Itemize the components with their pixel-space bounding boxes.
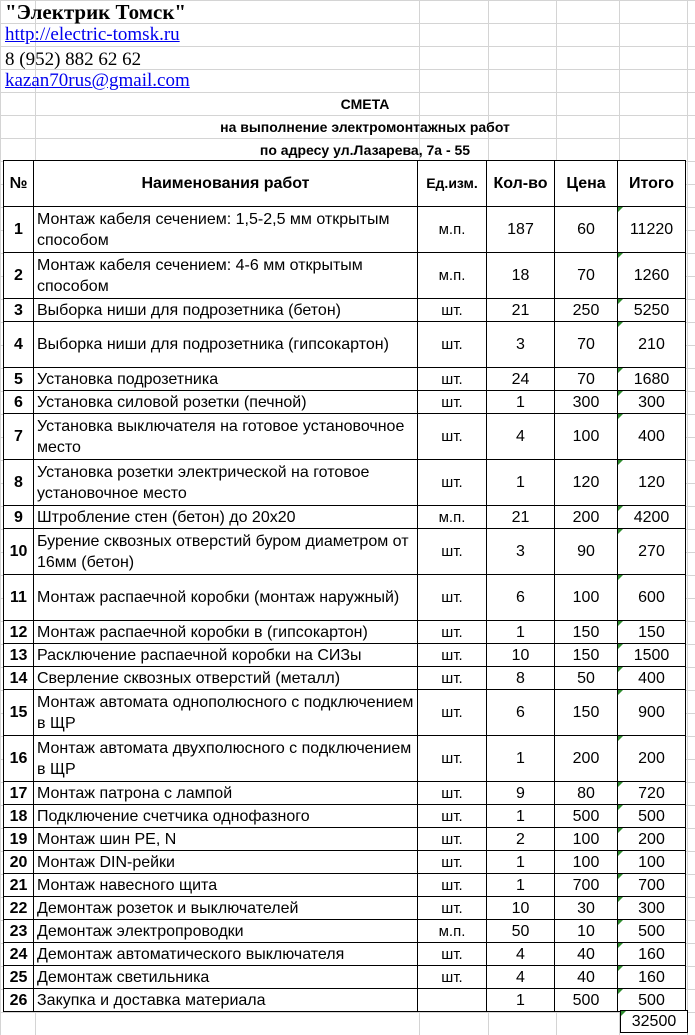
row-unit: шт. (418, 874, 487, 897)
row-total (618, 667, 686, 690)
table-row (4, 943, 686, 966)
row-total (618, 736, 686, 782)
document-address: по адресу ул.Лазарева, 7а - 55 (259, 142, 471, 158)
row-work-name: Демонтаж светильника (34, 966, 418, 989)
cell-marker-icon (618, 207, 623, 212)
row-quantity: 6 (487, 575, 555, 621)
cell-marker-icon (618, 805, 623, 810)
cell-marker-icon (618, 322, 623, 327)
row-unit (418, 989, 487, 1012)
cell-marker-icon (618, 782, 623, 787)
row-unit: шт. (418, 667, 487, 690)
table-row (4, 966, 686, 989)
cell-marker-icon (618, 736, 623, 741)
row-total (618, 621, 686, 644)
row-unit: шт. (418, 736, 487, 782)
cell-marker-icon (618, 943, 623, 948)
row-number: 1 (4, 207, 34, 253)
row-price: 70 (555, 368, 618, 391)
table-row (4, 851, 686, 874)
row-total-value: 900 (638, 704, 665, 721)
row-price: 250 (555, 299, 618, 322)
table-row (4, 621, 686, 644)
cell-marker-icon (618, 391, 623, 396)
row-quantity: 18 (487, 253, 555, 299)
row-total-value: 500 (638, 922, 665, 940)
cell-marker-icon (618, 690, 623, 695)
row-total-value: 1680 (633, 370, 670, 388)
row-work-name: Монтаж автомата двухполюсного с подключением в ЩР (34, 736, 418, 782)
row-work-name: Монтаж распаечной коробки в (гипсокартон) (34, 621, 418, 644)
row-total-value: 700 (638, 876, 665, 894)
row-number: 18 (4, 805, 34, 828)
column-header-number: № (4, 161, 34, 207)
cell-marker-icon (618, 253, 623, 258)
row-unit: шт. (418, 897, 487, 920)
row-total-value: 100 (638, 853, 665, 871)
table-row (4, 897, 686, 920)
row-price: 150 (555, 621, 618, 644)
row-total-value: 500 (638, 807, 665, 825)
table-body (4, 207, 686, 1012)
row-unit: шт. (418, 805, 487, 828)
table-row (4, 667, 686, 690)
row-total-value: 1260 (633, 267, 670, 284)
cell-marker-icon (618, 828, 623, 833)
row-quantity: 8 (487, 667, 555, 690)
row-work-name: Установка розетки электрической на готовое установочное место (34, 460, 418, 506)
row-total (618, 805, 686, 828)
row-total (618, 989, 686, 1012)
row-price: 150 (555, 644, 618, 667)
row-number: 11 (4, 575, 34, 621)
table-row (4, 460, 686, 506)
row-unit: шт. (418, 460, 487, 506)
row-price: 150 (555, 690, 618, 736)
row-total (618, 414, 686, 460)
table-row (4, 368, 686, 391)
row-work-name: Монтаж кабеля сечением: 4-6 мм открытым способом (34, 253, 418, 299)
cell-marker-icon (618, 575, 623, 580)
row-total (618, 322, 686, 368)
cell-marker-icon (618, 414, 623, 419)
row-work-name: Расключение распаечной коробки на СИЗы (34, 644, 418, 667)
row-total-value: 150 (638, 623, 665, 641)
website-link[interactable]: http://electric-tomsk.ru (5, 24, 180, 45)
row-number: 4 (4, 322, 34, 368)
row-quantity: 4 (487, 966, 555, 989)
cell-marker-icon (618, 667, 623, 672)
row-price: 200 (555, 736, 618, 782)
row-total-value: 500 (638, 991, 665, 1009)
row-price: 500 (555, 805, 618, 828)
row-quantity: 4 (487, 943, 555, 966)
row-work-name: Монтаж DIN-рейки (34, 851, 418, 874)
table-row (4, 529, 686, 575)
cell-marker-icon (618, 368, 623, 373)
row-price: 100 (555, 851, 618, 874)
row-work-name: Сверление сквозных отверстий (металл) (34, 667, 418, 690)
cell-marker-icon (618, 644, 623, 649)
cell-marker-icon (618, 851, 623, 856)
row-number: 5 (4, 368, 34, 391)
cell-marker-icon (618, 506, 623, 511)
table-row (4, 874, 686, 897)
document-subtitle: на выполнение электромонтажных работ (220, 119, 510, 135)
row-total (618, 253, 686, 299)
row-work-name: Демонтаж розеток и выключателей (34, 897, 418, 920)
row-number: 24 (4, 943, 34, 966)
table-row (4, 644, 686, 667)
row-quantity: 10 (487, 644, 555, 667)
row-price: 50 (555, 667, 618, 690)
row-price: 60 (555, 207, 618, 253)
row-number: 12 (4, 621, 34, 644)
row-unit: шт. (418, 322, 487, 368)
row-price: 10 (555, 920, 618, 943)
row-quantity: 21 (487, 506, 555, 529)
row-total (618, 207, 686, 253)
row-number: 25 (4, 966, 34, 989)
row-total-value: 200 (638, 750, 665, 767)
row-work-name: Монтаж кабеля сечением: 1,5-2,5 мм открытым способом (34, 207, 418, 253)
row-number: 9 (4, 506, 34, 529)
row-unit: шт. (418, 299, 487, 322)
row-number: 20 (4, 851, 34, 874)
row-quantity: 1 (487, 805, 555, 828)
row-total-value: 210 (638, 336, 665, 353)
row-quantity: 6 (487, 690, 555, 736)
table-row (4, 207, 686, 253)
row-work-name: Выборка ниши для подрозетника (гипсокартон) (34, 322, 418, 368)
row-number: 26 (4, 989, 34, 1012)
table-row (4, 690, 686, 736)
row-total-value: 4200 (633, 508, 670, 526)
row-price: 30 (555, 897, 618, 920)
row-quantity: 1 (487, 736, 555, 782)
row-price: 500 (555, 989, 618, 1012)
row-total-value: 600 (638, 589, 665, 606)
row-quantity: 187 (487, 207, 555, 253)
row-quantity: 1 (487, 391, 555, 414)
row-work-name: Демонтаж автоматического выключателя (34, 943, 418, 966)
row-total-value: 300 (638, 393, 665, 411)
row-quantity: 3 (487, 322, 555, 368)
estimate-table (3, 160, 686, 1012)
row-number: 19 (4, 828, 34, 851)
row-price: 70 (555, 322, 618, 368)
row-price: 80 (555, 782, 618, 805)
row-price: 90 (555, 529, 618, 575)
cell-marker-icon (618, 529, 623, 534)
row-number: 23 (4, 920, 34, 943)
row-total-value: 5250 (633, 301, 670, 319)
row-total-value: 720 (638, 784, 665, 802)
row-unit: шт. (418, 782, 487, 805)
row-total (618, 851, 686, 874)
row-total (618, 874, 686, 897)
table-row (4, 506, 686, 529)
row-total (618, 460, 686, 506)
row-work-name: Подключение счетчика однофазного (34, 805, 418, 828)
row-work-name: Установка силовой розетки (печной) (34, 391, 418, 414)
cell-marker-icon (618, 920, 623, 925)
cell-marker-icon (618, 874, 623, 879)
row-total-value: 400 (638, 669, 665, 687)
cell-marker-icon (618, 460, 623, 465)
row-total (618, 644, 686, 667)
row-price: 40 (555, 943, 618, 966)
table-header-row (4, 161, 686, 207)
document-title: СМЕТА (340, 96, 390, 112)
column-header-unit: Ед.изм. (418, 161, 487, 207)
row-price: 100 (555, 414, 618, 460)
row-work-name: Выборка ниши для подрозетника (бетон) (34, 299, 418, 322)
row-number: 10 (4, 529, 34, 575)
row-unit: шт. (418, 575, 487, 621)
row-work-name: Установка выключателя на готовое установочное место (34, 414, 418, 460)
company-name: "Электрик Томск" (5, 0, 187, 24)
row-work-name: Монтаж патрона с лампой (34, 782, 418, 805)
row-number: 2 (4, 253, 34, 299)
row-number: 8 (4, 460, 34, 506)
row-quantity: 21 (487, 299, 555, 322)
row-total-value: 200 (638, 830, 665, 848)
row-number: 15 (4, 690, 34, 736)
table-row (4, 299, 686, 322)
row-total (618, 299, 686, 322)
row-total-value: 11220 (629, 221, 674, 238)
row-number: 7 (4, 414, 34, 460)
table-row (4, 989, 686, 1012)
row-total (618, 368, 686, 391)
row-quantity: 1 (487, 989, 555, 1012)
row-total (618, 690, 686, 736)
row-work-name: Бурение сквозных отверстий буром диаметром от 16мм (бетон) (34, 529, 418, 575)
row-number: 21 (4, 874, 34, 897)
row-quantity: 1 (487, 851, 555, 874)
table-row (4, 805, 686, 828)
row-unit: шт. (418, 621, 487, 644)
row-unit: шт. (418, 851, 487, 874)
row-number: 13 (4, 644, 34, 667)
cell-marker-icon (618, 897, 623, 902)
row-total-value: 160 (638, 945, 665, 963)
row-price: 100 (555, 828, 618, 851)
row-quantity: 1 (487, 460, 555, 506)
row-work-name: Демонтаж электропроводки (34, 920, 418, 943)
row-quantity: 9 (487, 782, 555, 805)
row-unit: м.п. (418, 920, 487, 943)
row-quantity: 1 (487, 621, 555, 644)
row-work-name: Штробление стен (бетон) до 20х20 (34, 506, 418, 529)
row-quantity: 3 (487, 529, 555, 575)
row-price: 300 (555, 391, 618, 414)
row-number: 6 (4, 391, 34, 414)
row-total-value: 1500 (633, 646, 670, 664)
row-quantity: 24 (487, 368, 555, 391)
row-work-name: Установка подрозетника (34, 368, 418, 391)
row-unit: м.п. (418, 207, 487, 253)
row-total-value: 400 (638, 428, 665, 445)
row-quantity: 1 (487, 874, 555, 897)
row-total-value: 120 (638, 474, 665, 491)
phone-number: 8 (952) 882 62 62 (5, 49, 142, 70)
table-row (4, 391, 686, 414)
row-number: 16 (4, 736, 34, 782)
row-price: 70 (555, 253, 618, 299)
row-number: 3 (4, 299, 34, 322)
grand-total-value: 32500 (631, 1013, 677, 1030)
row-price: 120 (555, 460, 618, 506)
row-unit: шт. (418, 943, 487, 966)
row-work-name: Монтаж автомата однополюсного с подключением в ЩР (34, 690, 418, 736)
row-total-value: 270 (638, 543, 665, 560)
cell-marker-icon (618, 299, 623, 304)
row-total (618, 828, 686, 851)
column-header-quantity: Кол-во (487, 161, 555, 207)
cell-marker-icon (621, 1011, 626, 1016)
row-total (618, 506, 686, 529)
row-total (618, 391, 686, 414)
table-row (4, 253, 686, 299)
row-total (618, 782, 686, 805)
table-row (4, 920, 686, 943)
row-total (618, 943, 686, 966)
row-total-value: 300 (638, 899, 665, 917)
table-row (4, 736, 686, 782)
row-unit: шт. (418, 529, 487, 575)
row-price: 40 (555, 966, 618, 989)
grand-total-cell (620, 1010, 688, 1033)
row-work-name: Монтаж шин PE, N (34, 828, 418, 851)
column-header-total: Итого (618, 161, 686, 207)
row-number: 14 (4, 667, 34, 690)
row-unit: шт. (418, 690, 487, 736)
row-price: 200 (555, 506, 618, 529)
table-row (4, 322, 686, 368)
row-total (618, 897, 686, 920)
row-total-value: 160 (638, 968, 665, 986)
row-price: 100 (555, 575, 618, 621)
table-row (4, 414, 686, 460)
cell-marker-icon (618, 989, 623, 994)
row-work-name: Монтаж навесного щита (34, 874, 418, 897)
row-price: 700 (555, 874, 618, 897)
column-header-name: Наименования работ (34, 161, 418, 207)
table-row (4, 782, 686, 805)
email-link[interactable]: kazan70rus@gmail.com (5, 70, 190, 91)
row-unit: м.п. (418, 253, 487, 299)
cell-marker-icon (618, 621, 623, 626)
row-total (618, 966, 686, 989)
document-header (0, 0, 695, 160)
cell-marker-icon (618, 966, 623, 971)
row-quantity: 2 (487, 828, 555, 851)
column-header-price: Цена (555, 161, 618, 207)
row-total (618, 575, 686, 621)
row-unit: шт. (418, 828, 487, 851)
row-unit: шт. (418, 966, 487, 989)
row-unit: шт. (418, 644, 487, 667)
table-row (4, 575, 686, 621)
row-quantity: 4 (487, 414, 555, 460)
row-work-name: Закупка и доставка материала (34, 989, 418, 1012)
row-unit: м.п. (418, 506, 487, 529)
row-unit: шт. (418, 414, 487, 460)
row-total (618, 529, 686, 575)
table-row (4, 828, 686, 851)
row-number: 22 (4, 897, 34, 920)
row-work-name: Монтаж распаечной коробки (монтаж наружный) (34, 575, 418, 621)
row-total (618, 920, 686, 943)
row-unit: шт. (418, 368, 487, 391)
row-quantity: 10 (487, 897, 555, 920)
row-quantity: 50 (487, 920, 555, 943)
row-number: 17 (4, 782, 34, 805)
row-unit: шт. (418, 391, 487, 414)
